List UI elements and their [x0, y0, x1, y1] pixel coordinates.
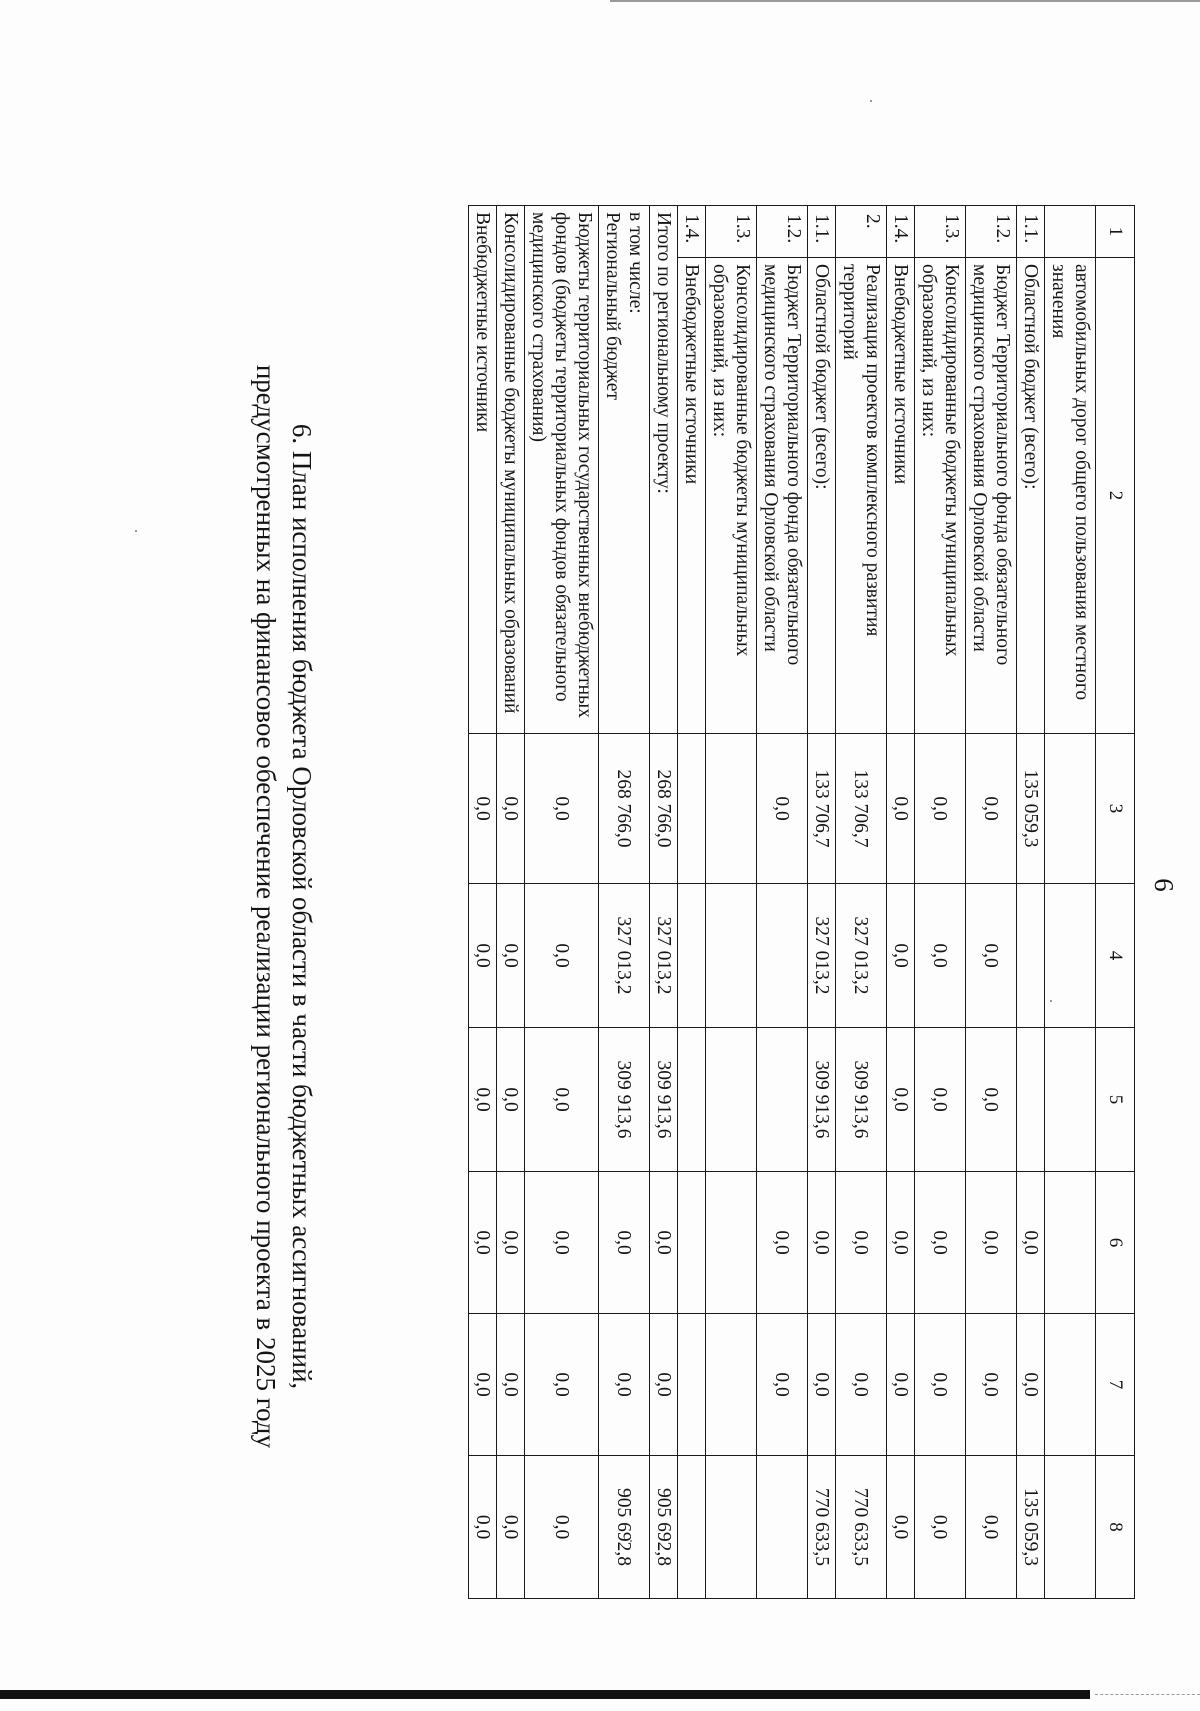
table-row [887, 206, 915, 1599]
scan-speck [870, 100, 872, 102]
row-number-cell: 1.3. [915, 206, 966, 258]
value-cell: 0,0 [497, 1172, 525, 1314]
value-cell: 0,0 [1017, 1172, 1045, 1314]
header-row [1096, 206, 1135, 1599]
value-cell [678, 1028, 706, 1172]
value-cell [1017, 1028, 1045, 1172]
table-row [525, 206, 599, 1599]
table-row [469, 206, 497, 1599]
row-number-cell: 1.2. [966, 206, 1017, 258]
value-cell: 0,0 [497, 884, 525, 1028]
value-cell: 0,0 [469, 1028, 497, 1172]
header-cell: 2 [1096, 258, 1135, 734]
value-cell: 0,0 [599, 1314, 650, 1456]
value-cell: 0,0 [469, 1314, 497, 1456]
value-cell: 0,0 [966, 1172, 1017, 1314]
value-cell: 309 913,6 [599, 1028, 650, 1172]
value-cell: 0,0 [915, 734, 966, 884]
row-label-cell: Консолидированные бюджеты муниципальных образований [497, 206, 525, 734]
value-cell: 327 013,2 [599, 884, 650, 1028]
table-row [808, 206, 836, 1599]
value-cell [757, 1456, 808, 1599]
header-cell: 7 [1096, 1314, 1135, 1456]
value-cell: 0,0 [966, 734, 1017, 884]
table-row [650, 206, 678, 1599]
value-cell: 0,0 [757, 1172, 808, 1314]
value-cell: 0,0 [599, 1172, 650, 1314]
budget-table [468, 205, 1135, 1599]
table-row [1045, 206, 1096, 1599]
row-name-cell: Бюджет Территориального фонда обязательного медицинского страхования Орловской области [966, 258, 1017, 734]
value-cell: 0,0 [915, 1314, 966, 1456]
value-cell: 0,0 [525, 884, 599, 1028]
value-cell: 0,0 [525, 734, 599, 884]
value-cell: 0,0 [887, 1456, 915, 1599]
value-cell [678, 1456, 706, 1599]
value-cell: 133 706,7 [808, 734, 836, 884]
value-cell [1045, 1172, 1096, 1314]
scan-edge-bar [0, 1690, 1090, 1699]
value-cell [757, 884, 808, 1028]
value-cell: 0,0 [836, 1314, 887, 1456]
value-cell: 0,0 [966, 1456, 1017, 1599]
value-cell: 0,0 [497, 734, 525, 884]
value-cell [706, 734, 757, 884]
value-cell: 0,0 [915, 1028, 966, 1172]
header-cell: 8 [1096, 1456, 1135, 1599]
row-name-cell: Консолидированные бюджеты муниципальных образований, из них: [706, 258, 757, 734]
value-cell [757, 1028, 808, 1172]
value-cell: 309 913,6 [836, 1028, 887, 1172]
value-cell: 0,0 [966, 1314, 1017, 1456]
value-cell [678, 734, 706, 884]
value-cell: 0,0 [650, 1314, 678, 1456]
header-cell: 3 [1096, 734, 1135, 884]
value-cell: 0,0 [1017, 1314, 1045, 1456]
header-cell: 6 [1096, 1172, 1135, 1314]
value-cell [678, 884, 706, 1028]
row-number-cell [1045, 206, 1096, 258]
value-cell: 268 766,0 [599, 734, 650, 884]
caption-line: предусмотренных на финансовое обеспечение реализации регионального проекта в 2025 году [250, 364, 281, 1449]
row-number-cell: 1.1. [808, 206, 836, 258]
value-cell [706, 1456, 757, 1599]
row-number-cell: 1.2. [757, 206, 808, 258]
row-label-cell: Итого по региональному проекту: [650, 206, 678, 734]
value-cell: 0,0 [525, 1456, 599, 1599]
table-row [706, 206, 757, 1599]
row-number-cell: 1.4. [887, 206, 915, 258]
value-cell [1045, 884, 1096, 1028]
table-row [966, 206, 1017, 1599]
value-cell: 327 013,2 [650, 884, 678, 1028]
table-row [1017, 206, 1045, 1599]
value-cell: 0,0 [887, 1028, 915, 1172]
value-cell: 770 633,5 [808, 1456, 836, 1599]
budget-table-body [469, 206, 1135, 1599]
value-cell: 0,0 [915, 1172, 966, 1314]
value-cell: 0,0 [757, 734, 808, 884]
value-cell [678, 1172, 706, 1314]
value-cell: 0,0 [966, 1028, 1017, 1172]
value-cell: 327 013,2 [808, 884, 836, 1028]
value-cell: 0,0 [469, 884, 497, 1028]
row-label-cell: Внебюджетные источники [469, 206, 497, 734]
scan-edge-line [610, 0, 1200, 2]
value-cell: 0,0 [966, 884, 1017, 1028]
value-cell: 0,0 [808, 1314, 836, 1456]
row-name-cell: Консолидированные бюджеты муниципальных образований, из них: [915, 258, 966, 734]
value-cell [706, 1172, 757, 1314]
row-name-cell: Внебюджетные источники [678, 258, 706, 734]
row-number-cell: 1.1. [1017, 206, 1045, 258]
table-row [836, 206, 887, 1599]
value-cell: 268 766,0 [650, 734, 678, 884]
row-name-cell: Внебюджетные источники [887, 258, 915, 734]
rotated-page [160, 180, 1179, 1590]
row-name-cell: Областной бюджет (всего): [808, 258, 836, 734]
row-name-cell: Реализация проектов комплексного развития территорий [836, 258, 887, 734]
value-cell: 0,0 [497, 1456, 525, 1599]
value-cell: 0,0 [887, 1172, 915, 1314]
table-row [497, 206, 525, 1599]
value-cell: 133 706,7 [836, 734, 887, 884]
row-name-cell: автомобильных дорог общего пользования местного значения [1045, 258, 1096, 734]
value-cell: 135 059,3 [1017, 1456, 1045, 1599]
row-label-cell: в том числе: Региональный бюджет [599, 206, 650, 734]
table-row [757, 206, 808, 1599]
value-cell: 0,0 [525, 1028, 599, 1172]
value-cell: 905 692,8 [650, 1456, 678, 1599]
value-cell: 0,0 [469, 1172, 497, 1314]
header-cell: 4 [1096, 884, 1135, 1028]
value-cell: 0,0 [757, 1314, 808, 1456]
row-number-cell: 1.4. [678, 206, 706, 258]
value-cell: 0,0 [469, 734, 497, 884]
scan-speck [135, 530, 137, 532]
page-number: 6 [1149, 878, 1179, 892]
value-cell [706, 1028, 757, 1172]
value-cell: 309 913,6 [808, 1028, 836, 1172]
section-caption [247, 210, 320, 1603]
value-cell: 0,0 [887, 1314, 915, 1456]
value-cell: 0,0 [915, 884, 966, 1028]
value-cell [1017, 884, 1045, 1028]
row-name-cell: Бюджет Территориального фонда обязательного медицинского страхования Орловской области [757, 258, 808, 734]
value-cell: 905 692,8 [599, 1456, 650, 1599]
row-label-cell: Бюджеты территориальных государственных внебюджетных фондов (бюджеты территориальных фондов обязательного медицинского страхования) [525, 206, 599, 734]
caption-line: 6. План исполнения бюджета Орловской области в части бюджетных ассигнований, [287, 423, 317, 1390]
value-cell: 0,0 [497, 1028, 525, 1172]
value-cell [1045, 1314, 1096, 1456]
table-row [915, 206, 966, 1599]
header-cell: 1 [1096, 206, 1135, 258]
scan-edge-dash [1095, 1694, 1200, 1695]
value-cell [1045, 1028, 1096, 1172]
value-cell: 0,0 [469, 1456, 497, 1599]
value-cell: 135 059,3 [1017, 734, 1045, 884]
value-cell [1045, 734, 1096, 884]
row-number-cell: 1.3. [706, 206, 757, 258]
header-cell: 5 [1096, 1028, 1135, 1172]
table-row [678, 206, 706, 1599]
value-cell [706, 1314, 757, 1456]
row-name-cell: Областной бюджет (всего): [1017, 258, 1045, 734]
value-cell: 309 913,6 [650, 1028, 678, 1172]
row-number-cell: 2. [836, 206, 887, 258]
value-cell: 0,0 [915, 1456, 966, 1599]
table-row [599, 206, 650, 1599]
value-cell: 327 013,2 [836, 884, 887, 1028]
value-cell: 0,0 [525, 1172, 599, 1314]
value-cell [1045, 1456, 1096, 1599]
value-cell: 0,0 [650, 1172, 678, 1314]
value-cell: 0,0 [887, 884, 915, 1028]
value-cell: 770 633,5 [836, 1456, 887, 1599]
value-cell: 0,0 [497, 1314, 525, 1456]
value-cell [678, 1314, 706, 1456]
value-cell: 0,0 [808, 1172, 836, 1314]
value-cell [706, 884, 757, 1028]
value-cell: 0,0 [525, 1314, 599, 1456]
value-cell: 0,0 [887, 734, 915, 884]
value-cell: 0,0 [836, 1172, 887, 1314]
